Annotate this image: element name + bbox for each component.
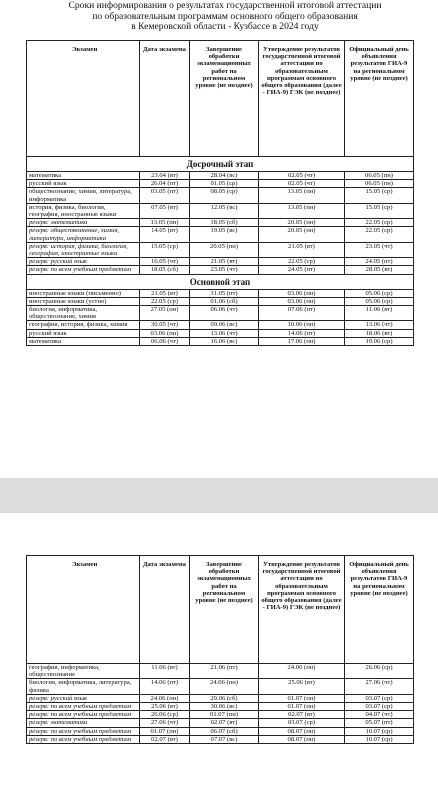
exam-date-cell: 27.05 (пн) <box>140 306 190 321</box>
exam-date-cell: 26.06 (ср) <box>140 711 190 719</box>
table-row <box>27 711 414 719</box>
table-row <box>27 227 414 242</box>
announcement-cell: 22.05 (ср) <box>345 227 414 242</box>
table-body-page-2 <box>27 664 414 744</box>
document-title <box>60 1 390 33</box>
exam-cell: резерв: по всем учебным предметам <box>27 711 140 719</box>
processing-cell: 07.07 (вс) <box>190 735 259 743</box>
stage-heading-row <box>27 157 414 172</box>
processing-cell: 18.05 (сб) <box>190 219 259 227</box>
processing-cell: 24.06 (пн) <box>190 679 259 694</box>
announcement-cell: 23.05 (чт) <box>345 242 414 257</box>
table-row <box>27 679 414 694</box>
schedule-table-page-1 <box>26 40 414 346</box>
announcement-cell: 26.06 (ср) <box>345 664 414 679</box>
stage-heading-main: Основной этап <box>27 274 414 289</box>
exam-cell: история, физика, биология, география, иностранные языки <box>27 203 140 218</box>
header-exam-date: Дата экзамена <box>140 41 190 157</box>
table-row <box>27 735 414 743</box>
exam-date-cell: 26.04 (пт) <box>140 180 190 188</box>
announcement-cell: 05.06 (ср) <box>345 297 414 305</box>
exam-cell: математика <box>27 172 140 180</box>
approval-cell: 17.06 (пн) <box>259 337 345 345</box>
approval-cell: 02.05 (чт) <box>259 172 345 180</box>
stage-heading-row <box>27 274 414 289</box>
exam-cell: иностранные языки (письменно) <box>27 289 140 297</box>
announcement-cell: 10.07 (ср) <box>345 735 414 743</box>
announcement-cell: 06.05 (пн) <box>345 180 414 188</box>
table-row <box>27 180 414 188</box>
exam-cell: резерв: математика <box>27 219 140 227</box>
processing-cell: 06.07 (сб) <box>190 727 259 735</box>
header-exam-date: Дата экзамена <box>140 556 190 664</box>
processing-cell: 20.05 (пн) <box>190 242 259 257</box>
table-row <box>27 172 414 180</box>
announcement-cell: 03.07 (ср) <box>345 694 414 702</box>
table-row <box>27 306 414 321</box>
exam-date-cell: 13.05 (пн) <box>140 219 190 227</box>
exam-date-cell: 03.06 (пн) <box>140 329 190 337</box>
approval-cell: 08.07 (пн) <box>259 735 345 743</box>
approval-cell: 13.05 (пн) <box>259 203 345 218</box>
processing-cell: 21.05 (вт) <box>190 258 259 266</box>
exam-cell: география, информатика, обществознание <box>27 664 140 679</box>
announcement-cell: 27.06 (чт) <box>345 679 414 694</box>
exam-cell: резерв: история, физика, биология, география, иностранные языки <box>27 242 140 257</box>
exam-date-cell: 15.05 (ср) <box>140 242 190 257</box>
approval-cell: 01.07 (пн) <box>259 694 345 702</box>
processing-cell: 19.05 (вс) <box>190 227 259 242</box>
processing-cell: 29.06 (сб) <box>190 694 259 702</box>
exam-cell: резерв: по всем учебным предметам <box>27 735 140 743</box>
header-announcement-day: Официальный день объявления результатов ГИА-9 на региональном уровне (не позднее) <box>345 41 414 157</box>
title-line-3: в Кемеровской области - Кузбассе в 2024 году <box>131 21 319 33</box>
exam-cell: резерв: русский язык <box>27 694 140 702</box>
table-header-row <box>27 41 414 157</box>
table-row <box>27 727 414 735</box>
title-line-1: Сроки информирования о результатах государственной итоговой аттестации <box>68 0 382 11</box>
exam-date-cell: 03.05 (пт) <box>140 188 190 203</box>
processing-cell: 12.05 (вс) <box>190 203 259 218</box>
exam-cell: математика <box>27 337 140 345</box>
approval-cell: 03.06 (пн) <box>259 297 345 305</box>
exam-cell: география, история, физика, химия <box>27 321 140 329</box>
approval-cell: 13.05 (пн) <box>259 188 345 203</box>
approval-cell: 08.07 (пн) <box>259 727 345 735</box>
exam-date-cell: 02.07 (вт) <box>140 735 190 743</box>
exam-date-cell: 30.05 (чт) <box>140 321 190 329</box>
exam-date-cell: 14.06 (пт) <box>140 679 190 694</box>
exam-cell: обществознание, химия, литература, информатика <box>27 188 140 203</box>
header-processing-deadline: Завершение обработки экзаменационных работ на региональном уровне (не позднее) <box>190 556 259 664</box>
exam-date-cell: 27.06 (чт) <box>140 719 190 727</box>
approval-cell: 20.05 (пн) <box>259 227 345 242</box>
approval-cell: 02.07 (вт) <box>259 711 345 719</box>
table-row <box>27 297 414 305</box>
announcement-cell: 15.05 (ср) <box>345 203 414 218</box>
approval-cell: 22.05 (ср) <box>259 258 345 266</box>
processing-cell: 28.04 (вс) <box>190 172 259 180</box>
processing-cell: 31.05 (пт) <box>190 289 259 297</box>
table-row <box>27 266 414 274</box>
table-body-page-1 <box>27 157 414 346</box>
processing-cell: 01.06 (сб) <box>190 297 259 305</box>
approval-cell: 24.06 (пн) <box>259 664 345 679</box>
table-row <box>27 219 414 227</box>
exam-cell: резерв: обществознание, химия, литература, информатика <box>27 227 140 242</box>
approval-cell: 03.06 (пн) <box>259 289 345 297</box>
schedule-table-page-2 <box>26 555 414 744</box>
exam-date-cell: 24.06 (пн) <box>140 694 190 702</box>
approval-cell: 07.06 (пт) <box>259 306 345 321</box>
table-row <box>27 703 414 711</box>
announcement-cell: 05.07 (пт) <box>345 719 414 727</box>
announcement-cell: 04.07 (чт) <box>345 711 414 719</box>
approval-cell: 21.05 (вт) <box>259 242 345 257</box>
exam-cell: резерв: по всем учебным предметам <box>27 703 140 711</box>
table-row <box>27 188 414 203</box>
header-processing-deadline: Завершение обработки экзаменационных работ на региональном уровне (не позднее) <box>190 41 259 157</box>
header-gek-approval: Утверждение результатов государственной итоговой аттестации по образовательным программам основного общего образования (далее - ГИА-9) ГЭК (не позднее) <box>259 41 345 157</box>
header-exam: Экзамен <box>27 556 140 664</box>
processing-cell: 09.06 (вс) <box>190 321 259 329</box>
approval-cell: 02.05 (чт) <box>259 180 345 188</box>
processing-cell: 01.07 (пн) <box>190 711 259 719</box>
exam-cell: иностранные языки (устно) <box>27 297 140 305</box>
title-line-2: по образовательным программам основного общего образования <box>92 10 358 22</box>
exam-date-cell: 25.06 (вт) <box>140 703 190 711</box>
processing-cell: 13.06 (чт) <box>190 329 259 337</box>
announcement-cell: 13.06 (чт) <box>345 321 414 329</box>
processing-cell: 23.05 (чт) <box>190 266 259 274</box>
announcement-cell: 10.07 (ср) <box>345 727 414 735</box>
announcement-cell: 11.06 (вт) <box>345 306 414 321</box>
announcement-cell: 18.06 (вт) <box>345 329 414 337</box>
exam-date-cell: 22.05 (ср) <box>140 297 190 305</box>
table-header-row <box>27 556 414 664</box>
processing-cell: 01.05 (ср) <box>190 180 259 188</box>
table-row <box>27 337 414 345</box>
table-row <box>27 719 414 727</box>
header-announcement-day: Официальный день объявления результатов ГИА-9 на региональном уровне (не позднее) <box>345 556 414 664</box>
exam-cell: резерв: по всем учебным предметам <box>27 266 140 274</box>
exam-date-cell: 01.07 (пн) <box>140 727 190 735</box>
processing-cell: 02.07 (вт) <box>190 719 259 727</box>
announcement-cell: 19.06 (ср) <box>345 337 414 345</box>
table-row <box>27 664 414 679</box>
exam-cell: резерв: русский язык <box>27 258 140 266</box>
table-row <box>27 258 414 266</box>
stage-heading-early: Досрочный этап <box>27 157 414 172</box>
processing-cell: 16.06 (вс) <box>190 337 259 345</box>
exam-date-cell: 23.04 (вт) <box>140 172 190 180</box>
exam-date-cell: 11.06 (вт) <box>140 664 190 679</box>
approval-cell: 24.05 (пт) <box>259 266 345 274</box>
approval-cell: 14.06 (пт) <box>259 329 345 337</box>
exam-date-cell: 21.05 (вт) <box>140 289 190 297</box>
processing-cell: 21.06 (пт) <box>190 664 259 679</box>
exam-date-cell: 16.05 (чт) <box>140 258 190 266</box>
announcement-cell: 15.05 (ср) <box>345 188 414 203</box>
exam-date-cell: 18.05 (сб) <box>140 266 190 274</box>
header-exam: Экзамен <box>27 41 140 157</box>
table-row <box>27 694 414 702</box>
exam-date-cell: 14.05 (вт) <box>140 227 190 242</box>
exam-cell: биология, информатика, обществознание, химия <box>27 306 140 321</box>
table-row <box>27 242 414 257</box>
document-page-2 <box>0 513 438 807</box>
exam-date-cell: 06.06 (чт) <box>140 337 190 345</box>
exam-cell: русский язык <box>27 329 140 337</box>
table-row <box>27 329 414 337</box>
table-row <box>27 289 414 297</box>
approval-cell: 20.05 (пн) <box>259 219 345 227</box>
exam-cell: русский язык <box>27 180 140 188</box>
exam-date-cell: 07.05 (вт) <box>140 203 190 218</box>
exam-cell: резерв: математика <box>27 719 140 727</box>
table-row <box>27 321 414 329</box>
processing-cell: 06.06 (чт) <box>190 306 259 321</box>
announcement-cell: 05.06 (ср) <box>345 289 414 297</box>
announcement-cell: 03.07 (ср) <box>345 703 414 711</box>
approval-cell: 25.06 (вт) <box>259 679 345 694</box>
announcement-cell: 24.05 (пт) <box>345 258 414 266</box>
exam-cell: резерв: по всем учебным предметам <box>27 727 140 735</box>
table-row <box>27 203 414 218</box>
announcement-cell: 22.05 (ср) <box>345 219 414 227</box>
announcement-cell: 28.05 (вт) <box>345 266 414 274</box>
approval-cell: 10.06 (пн) <box>259 321 345 329</box>
processing-cell: 08.05 (ср) <box>190 188 259 203</box>
approval-cell: 03.07 (ср) <box>259 719 345 727</box>
approval-cell: 01.07 (пн) <box>259 703 345 711</box>
announcement-cell: 06.05 (пн) <box>345 172 414 180</box>
processing-cell: 30.06 (вс) <box>190 703 259 711</box>
header-gek-approval: Утверждение результатов государственной итоговой аттестации по образовательным программам основного общего образования (далее - ГИА-9) ГЭК (не позднее) <box>259 556 345 664</box>
exam-cell: биология, информатика, литература, физика <box>27 679 140 694</box>
